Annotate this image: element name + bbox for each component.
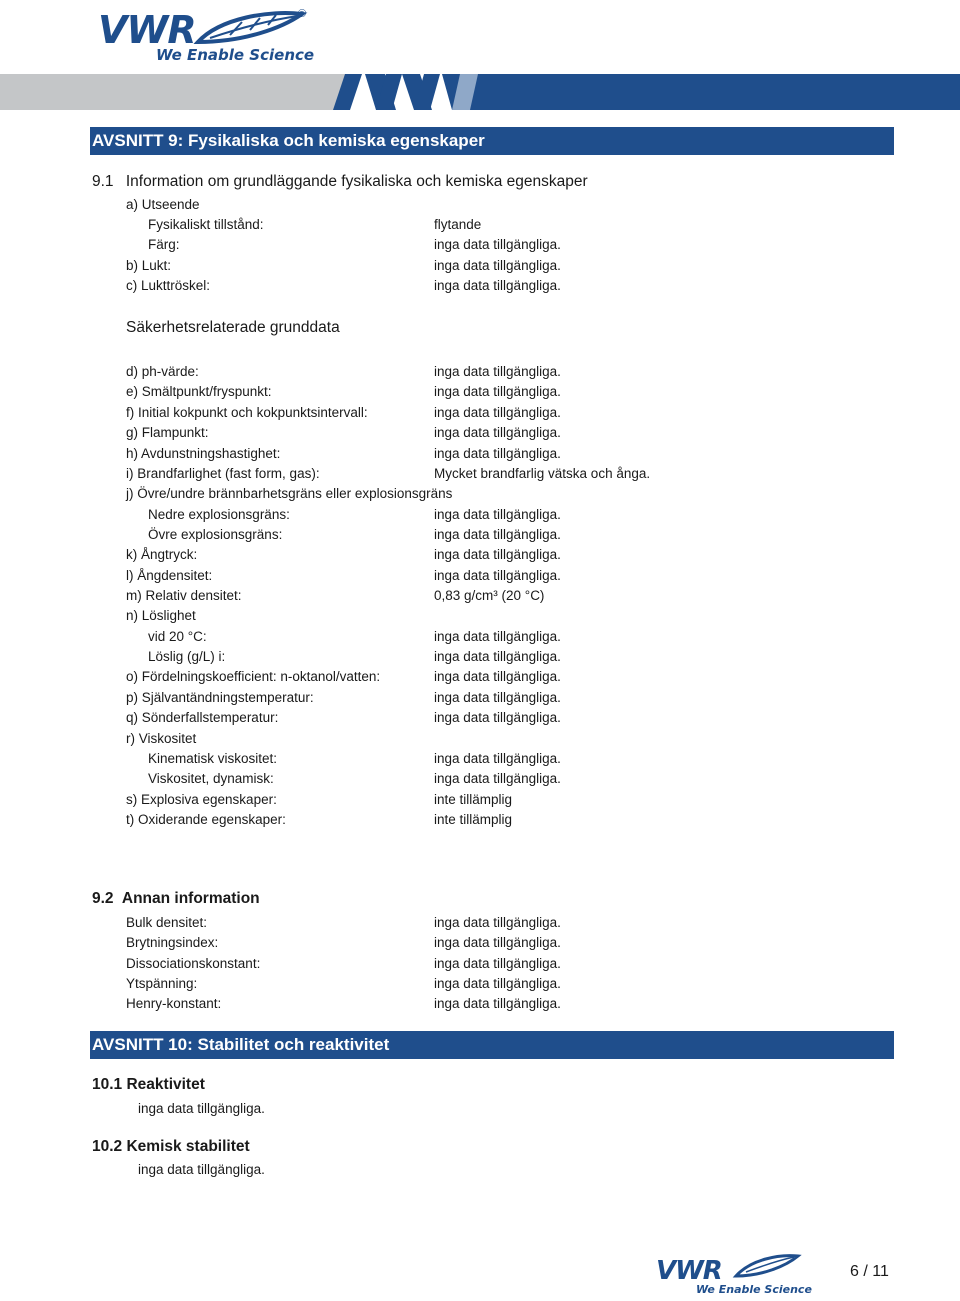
label-dissociation-constant: Dissociationskonstant: <box>126 956 261 971</box>
label-soluble-in: Löslig (g/L) i: <box>148 649 226 664</box>
label-solubility-20c: vid 20 °C: <box>148 629 207 644</box>
header-logo <box>98 6 318 66</box>
logo-brand: VWR <box>98 8 196 52</box>
label-physical-state: Fysikaliskt tillstånd: <box>148 217 264 232</box>
value-evaporation-rate: inga data tillgängliga. <box>434 446 561 461</box>
value-odor: inga data tillgängliga. <box>434 258 561 273</box>
label-upper-explosion-limit: Övre explosionsgräns: <box>148 527 283 542</box>
label-ph: d) ph-värde: <box>126 364 199 379</box>
value-partition-coefficient: inga data tillgängliga. <box>434 669 561 684</box>
value-odor-threshold: inga data tillgängliga. <box>434 278 561 293</box>
subsection-9-1-num: 9.1 <box>92 173 114 190</box>
vwr-leaf-icon <box>732 1252 812 1280</box>
label-vapor-density: l) Ångdensitet: <box>126 568 213 583</box>
label-appearance: a) Utseende <box>126 197 200 212</box>
value-lower-explosion-limit: inga data tillgängliga. <box>434 507 561 522</box>
label-flash-point: g) Flampunkt: <box>126 425 209 440</box>
logo-tagline: We Enable Science <box>156 46 315 64</box>
header-band <box>0 74 960 110</box>
subsection-10-1-heading: 10.1 Reaktivitet <box>92 1076 205 1093</box>
value-dissociation-constant: inga data tillgängliga. <box>434 956 561 971</box>
section-9-title: AVSNITT 9: Fysikaliska och kemiska egenskaper <box>90 127 894 155</box>
value-bulk-density: inga data tillgängliga. <box>434 915 561 930</box>
value-flammability: Mycket brandfarlig vätska och ånga. <box>434 466 651 481</box>
label-henry-constant: Henry-konstant: <box>126 996 222 1011</box>
label-melting-point: e) Smältpunkt/fryspunkt: <box>126 384 272 399</box>
value-upper-explosion-limit: inga data tillgängliga. <box>434 527 561 542</box>
label-odor: b) Lukt: <box>126 258 172 273</box>
label-evaporation-rate: h) Avdunstningshastighet: <box>126 446 281 461</box>
value-flash-point: inga data tillgängliga. <box>434 425 561 440</box>
label-kinematic-viscosity: Kinematisk viskositet: <box>148 751 278 766</box>
value-boiling-point: inga data tillgängliga. <box>434 405 561 420</box>
value-autoignition-temperature: inga data tillgängliga. <box>434 690 561 705</box>
label-refractive-index: Brytningsindex: <box>126 935 219 950</box>
subsection-9-1-title: Information om grundläggande fysikaliska och kemiska egenskaper <box>125 173 588 190</box>
label-odor-threshold: c) Lukttröskel: <box>126 278 211 293</box>
chemical-stability-text: inga data tillgängliga. <box>138 1162 265 1177</box>
value-vapor-pressure: inga data tillgängliga. <box>434 547 561 562</box>
value-soluble-in: inga data tillgängliga. <box>434 649 561 664</box>
value-kinematic-viscosity: inga data tillgängliga. <box>434 751 561 766</box>
value-explosive-properties: inte tillämplig <box>434 792 513 807</box>
subsection-9-2-num: 9.2 <box>92 890 114 907</box>
value-refractive-index: inga data tillgängliga. <box>434 935 561 950</box>
footer-logo <box>656 1252 816 1298</box>
value-decomposition-temperature: inga data tillgängliga. <box>434 710 561 725</box>
label-lower-explosion-limit: Nedre explosionsgräns: <box>148 507 290 522</box>
label-decomposition-temperature: q) Sönderfallstemperatur: <box>126 710 279 725</box>
logo-registered: ® <box>298 8 307 20</box>
subsection-9-2-heading <box>92 890 260 908</box>
footer-logo-tagline: We Enable Science <box>696 1283 812 1296</box>
value-surface-tension: inga data tillgängliga. <box>434 976 561 991</box>
label-autoignition-temperature: p) Självantändningstemperatur: <box>126 690 314 705</box>
value-ph: inga data tillgängliga. <box>434 364 561 379</box>
value-oxidizing-properties: inte tillämplig <box>434 812 513 827</box>
page-number: 6 / 11 <box>850 1263 889 1280</box>
label-partition-coefficient: o) Fördelningskoefficient: n-oktanol/vatten: <box>126 669 381 684</box>
label-bulk-density: Bulk densitet: <box>126 915 208 930</box>
label-surface-tension: Ytspänning: <box>126 976 198 991</box>
value-relative-density: 0,83 g/cm³ (20 °C) <box>434 588 545 603</box>
value-henry-constant: inga data tillgängliga. <box>434 996 561 1011</box>
label-flammability: i) Brandfarlighet (fast form, gas): <box>126 466 320 481</box>
label-oxidizing-properties: t) Oxiderande egenskaper: <box>126 812 286 827</box>
label-dynamic-viscosity: Viskositet, dynamisk: <box>148 771 274 786</box>
value-vapor-density: inga data tillgängliga. <box>434 568 561 583</box>
footer-logo-brand: VWR <box>656 1256 722 1286</box>
subsection-9-2-title: Annan information <box>121 890 260 907</box>
subsection-10-2-heading: 10.2 Kemisk stabilitet <box>92 1138 250 1155</box>
label-relative-density: m) Relativ densitet: <box>126 588 242 603</box>
label-color: Färg: <box>148 237 180 252</box>
value-solubility-20c: inga data tillgängliga. <box>434 629 561 644</box>
value-melting-point: inga data tillgängliga. <box>434 384 561 399</box>
section-10-title: AVSNITT 10: Stabilitet och reaktivitet <box>90 1031 894 1059</box>
vwr-leaf-icon <box>190 8 330 48</box>
header-band-graphic <box>0 74 960 110</box>
reactivity-text: inga data tillgängliga. <box>138 1101 265 1116</box>
label-vapor-pressure: k) Ångtryck: <box>126 547 198 562</box>
label-explosion-limits: j) Övre/undre brännbarhetsgräns eller explosionsgräns <box>126 486 453 501</box>
value-color: inga data tillgängliga. <box>434 237 561 252</box>
label-boiling-point: f) Initial kokpunkt och kokpunktsintervall: <box>126 405 368 420</box>
value-dynamic-viscosity: inga data tillgängliga. <box>434 771 561 786</box>
label-viscosity: r) Viskositet <box>126 731 197 746</box>
safety-data-heading: Säkerhetsrelaterade grunddata <box>126 319 340 336</box>
label-explosive-properties: s) Explosiva egenskaper: <box>126 792 277 807</box>
value-physical-state: flytande <box>434 217 482 232</box>
subsection-9-1-heading <box>92 173 588 191</box>
label-solubility: n) Löslighet <box>126 608 196 623</box>
